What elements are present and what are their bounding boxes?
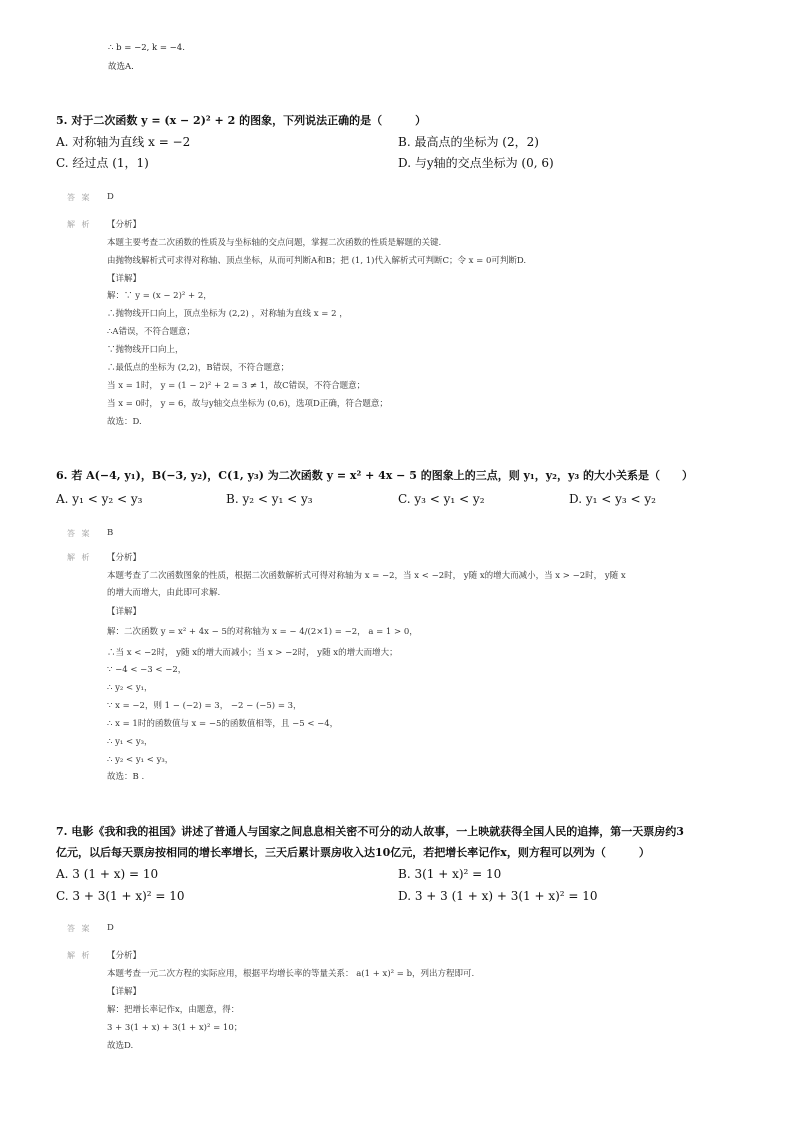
- question-6-analysis-line: 故选：B .: [107, 772, 145, 782]
- question-6-option-b: B. y₂ < y₁ < y₃: [226, 492, 313, 506]
- question-5-option-c: C. 经过点 (1，1): [56, 156, 149, 170]
- question-6-analysis-line: 【详解】: [107, 607, 142, 617]
- question-5-answer: D: [107, 192, 114, 202]
- question-7-analysis-line: 3 + 3(1 + x) + 3(1 + x)² = 10；: [107, 1023, 243, 1033]
- question-5-analysis-line: 故选：D.: [107, 417, 142, 427]
- question-5-analysis-line: 当 x = 0时， y = 6，故与y轴交点坐标为 (0,6)，选项D正确，符合题意；: [107, 399, 388, 409]
- question-7-option-b: B. 3(1 + x)² = 10: [398, 867, 502, 881]
- question-7-option-a: A. 3 (1 + x) = 10: [56, 867, 159, 881]
- question-5-analysis-line: 【分析】: [107, 220, 142, 230]
- question-7-stem-line-2: 亿元，以后每天票房按相同的增长率增长，三天后累计票房收入达10亿元，若把增长率记作x，则方程可以列为（ ）: [56, 846, 650, 859]
- question-6-analysis-line: ∵ −4 < −3 < −2，: [107, 665, 187, 675]
- question-6-analysis-line: ∴ y₂ < y₁ < y₃，: [107, 755, 174, 765]
- question-5-analysis-line: ∴A错误，不符合题意；: [107, 327, 196, 337]
- prev-conclusion-line: 故选A.: [108, 62, 134, 72]
- question-6-answer: B: [107, 528, 114, 538]
- question-6-analysis-line: 【分析】: [107, 553, 142, 563]
- question-5-option-a: A. 对称轴为直线 x = −2: [56, 135, 191, 149]
- question-6-option-d: D. y₁ < y₃ < y₂: [569, 492, 656, 506]
- question-6-analysis-line: 解：二次函数 y = x² + 4x − 5的对称轴为 x = − 4/(2×1) = −2， a = 1 > 0，: [107, 627, 418, 637]
- question-6-option-a: A. y₁ < y₂ < y₃: [56, 492, 143, 506]
- question-5-analysis-line: ∵抛物线开口向上，: [107, 345, 184, 355]
- question-6-analysis-line: ∴ x = 1时的函数值与 x = −5的函数值相等，且 −5 < −4，: [107, 719, 339, 729]
- question-7-option-c: C. 3 + 3(1 + x)² = 10: [56, 889, 185, 903]
- question-6-analysis-line: ∴ y₁ < y₃，: [107, 737, 153, 747]
- question-7-stem-line-1: 7. 电影《我和我的祖国》讲述了普通人与国家之间息息相关密不可分的动人故事，一上映就获得全国人民的追捧，第一天票房约3: [56, 825, 684, 838]
- question-6-analysis-line: 的增大而增大，由此即可求解.: [107, 588, 221, 598]
- question-5-option-b: B. 最高点的坐标为 (2，2): [398, 135, 539, 149]
- question-5-analysis-line: 当 x = 1时， y = (1 − 2)² + 2 = 3 ≠ 1，故C错误，不符合题意；: [107, 381, 366, 391]
- question-5-option-d: D. 与y轴的交点坐标为 (0, 6): [398, 156, 554, 170]
- question-6-analysis-label: 解 析: [67, 553, 92, 562]
- question-7-analysis-label: 解 析: [67, 951, 92, 960]
- question-7-answer: D: [107, 923, 114, 933]
- question-5-analysis-line: ∴最低点的坐标为 (2,2)，B错误，不符合题意；: [107, 363, 290, 373]
- question-5-analysis-line: 【详解】: [107, 274, 142, 284]
- question-6-option-c: C. y₃ < y₁ < y₂: [398, 492, 485, 506]
- question-7-analysis-line: 解：把增长率记作x，由题意，得：: [107, 1005, 240, 1015]
- question-6-answer-label: 答 案: [67, 529, 92, 538]
- question-7-analysis-line: 故选D.: [107, 1041, 134, 1051]
- question-5-stem: 5. 对于二次函数 y = (x − 2)² + 2 的图象，下列说法正确的是（ ）: [56, 114, 427, 127]
- question-6-analysis-line: ∴当 x < −2时， y随 x的增大而减小；当 x > −2时， y随 x的增大而增大；: [107, 648, 398, 658]
- question-5-analysis-line: 解：∵ y = (x − 2)² + 2，: [107, 291, 212, 301]
- question-5-analysis-line: 本题主要考查二次函数的性质及与坐标轴的交点问题，掌握二次函数的性质是解题的关键.: [107, 238, 442, 248]
- question-7-answer-label: 答 案: [67, 924, 92, 933]
- question-7-analysis-line: 本题考查一元二次方程的实际应用，根据平均增长率的等量关系： a(1 + x)² = b，列出方程即可.: [107, 969, 475, 979]
- question-5-analysis-label: 解 析: [67, 220, 92, 229]
- question-5-answer-label: 答 案: [67, 193, 92, 202]
- question-7-option-d: D. 3 + 3 (1 + x) + 3(1 + x)² = 10: [398, 889, 598, 903]
- question-7-analysis-line: 【分析】: [107, 951, 142, 961]
- question-5-analysis-line: ∴抛物线开口向上，顶点坐标为 (2,2) ，对称轴为直线 x = 2 ，: [107, 309, 348, 319]
- question-6-analysis-line: 本题考查了二次函数图象的性质，根据二次函数解析式可得对称轴为 x = −2，当 x < −2时， y随 x的增大而减小，当 x > −2时， y随 x: [107, 571, 626, 581]
- question-5-analysis-line: 由抛物线解析式可求得对称轴、顶点坐标，从而可判断A和B；把 (1, 1)代入解析式可判断C；令 x = 0可判断D.: [107, 256, 527, 266]
- question-6-analysis-line: ∵ x = −2，则 1 − (−2) = 3， −2 − (−5) = 3，: [107, 701, 302, 711]
- question-6-stem: 6. 若 A(−4, y₁)，B(−3, y₂)，C(1, y₃) 为二次函数 y = x² + 4x − 5 的图象上的三点，则 y₁，y₂，y₃ 的大小关系是（ ）: [56, 469, 693, 482]
- prev-solution-line: ∴ b = −2, k = −4.: [108, 43, 185, 53]
- question-7-analysis-line: 【详解】: [107, 987, 142, 997]
- question-6-analysis-line: ∴ y₂ < y₁，: [107, 683, 153, 693]
